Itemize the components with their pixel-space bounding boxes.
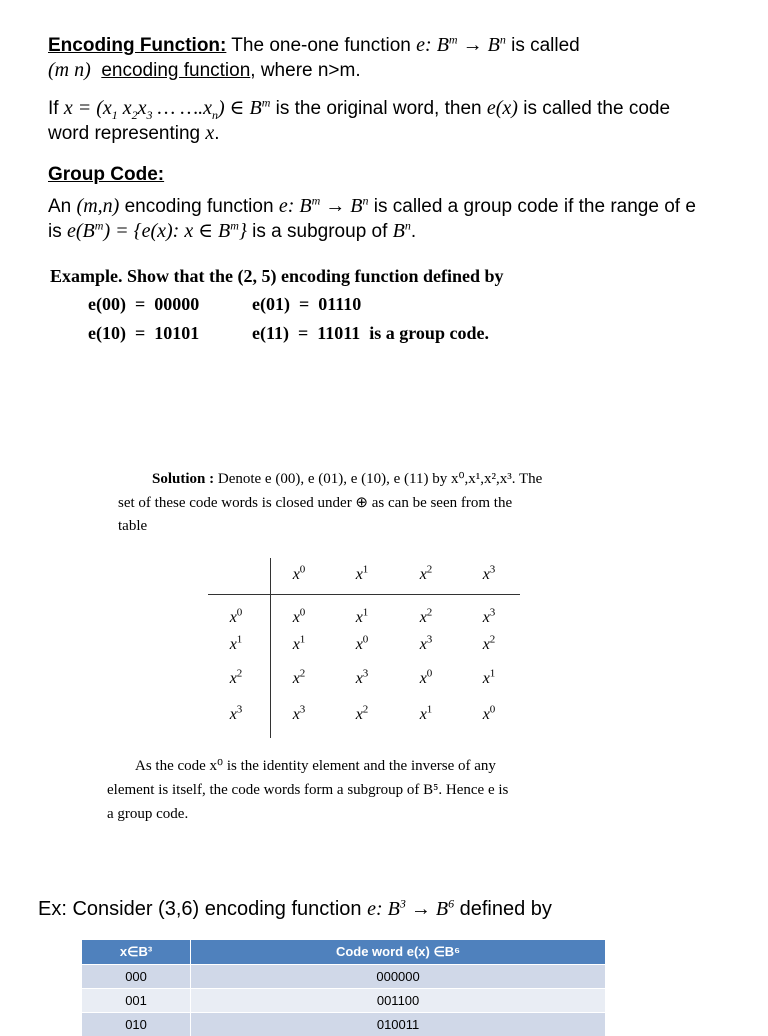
solution-line-3: table (118, 515, 147, 537)
table-cell: $x^2$ (279, 670, 319, 688)
table-row-label: $x^1$ (216, 636, 256, 654)
codeword-header-x: x∈B³ (82, 940, 191, 965)
encoding-definition: Encoding Function: The one-one function e: $B^m \to B^n$ is called (m n) encoding function, where n>m. (48, 33, 748, 83)
solution-line-2: set of these code words is closed under ⊕ as can be seen from the (118, 492, 618, 514)
table-cell: $x^2$ (406, 609, 446, 627)
table-header-cell: $x^0$ (279, 566, 319, 584)
example-title: Example. Show that the (2, 5) encoding function defined by (50, 266, 504, 287)
table-cell: $x^0$ (279, 609, 319, 627)
table-row (82, 989, 606, 1013)
table-vertical-rule (270, 558, 271, 738)
table-cell: $x^0$ (406, 670, 446, 688)
encoding-mapping: e: $B^m \to B^n$ (416, 34, 506, 56)
codeword-table (82, 940, 606, 1036)
group-code-definition: An (m,n) encoding function e: $B^m \to B^n$ is called a group code if the range of e is $e(B^m) = \{e(x)$: x ∈ $B^m$} is a subgroup of $B^n$. (48, 194, 758, 244)
table-cell: $x^3$ (279, 706, 319, 724)
code-word-definition: If $x = (x_1$ $x_2x_3$ … $\dots.x_n$) ∈ $B^m$ is the original word, then e(x) is called the code word representing x. (48, 96, 758, 146)
table-cell: $x^2$ (342, 706, 382, 724)
codeword-x-cell: 001 (82, 989, 191, 1013)
encoding-heading: Encoding Function: (48, 35, 226, 56)
encoding-term: encoding function (101, 60, 250, 81)
codeword-header-code: Code word e(x) ∈B⁶ (191, 940, 606, 965)
table-header-cell: $x^1$ (342, 566, 382, 584)
table-horizontal-rule (208, 594, 520, 595)
table-cell: $x^3$ (342, 670, 382, 688)
table-cell: $x^0$ (342, 636, 382, 654)
table-header-cell: $x^2$ (406, 566, 446, 584)
table-cell: $x^1$ (279, 636, 319, 654)
table-cell: $x^1$ (469, 670, 509, 688)
table-cell: $x^3$ (406, 636, 446, 654)
codeword-code-cell: 010011 (191, 1013, 606, 1036)
table-cell: $x^0$ (469, 706, 509, 724)
table-row (82, 965, 606, 989)
example-e00: e(00) = 00000 (88, 294, 199, 315)
codeword-x-cell: 010 (82, 1013, 191, 1036)
conclusion-line-2: element is itself, the code words form a subgroup of B⁵. Hence e is (107, 779, 547, 801)
table-cell: $x^1$ (406, 706, 446, 724)
table-cell: $x^2$ (469, 636, 509, 654)
example-e01: e(01) = 01110 (252, 294, 361, 315)
codeword-x-cell: 000 (82, 965, 191, 989)
table-row-label: $x^3$ (216, 706, 256, 724)
table-cell: $x^3$ (469, 609, 509, 627)
table-header-cell: $x^3$ (469, 566, 509, 584)
example-e10: e(10) = 10101 (88, 323, 199, 344)
solution-line-1: Solution : Denote e (00), e (01), e (10), e (11) by x⁰,x¹,x²,x³. The (152, 468, 612, 490)
codeword-code-cell: 001100 (191, 989, 606, 1013)
example-e11: e(11) = 11011 is a group code. (252, 323, 489, 344)
table-row (82, 1013, 606, 1036)
conclusion-line-1: As the code x⁰ is the identity element and the inverse of any (135, 755, 555, 777)
codeword-code-cell: 000000 (191, 965, 606, 989)
example-2-statement: Ex: Consider (3,6) encoding function e: $B^3 \to B^6$ defined by (38, 898, 552, 921)
table-row-label: $x^2$ (216, 670, 256, 688)
group-code-heading: Group Code: (48, 163, 164, 187)
table-row-label: $x^0$ (216, 609, 256, 627)
conclusion-line-3: a group code. (107, 803, 188, 825)
table-cell: $x^1$ (342, 609, 382, 627)
